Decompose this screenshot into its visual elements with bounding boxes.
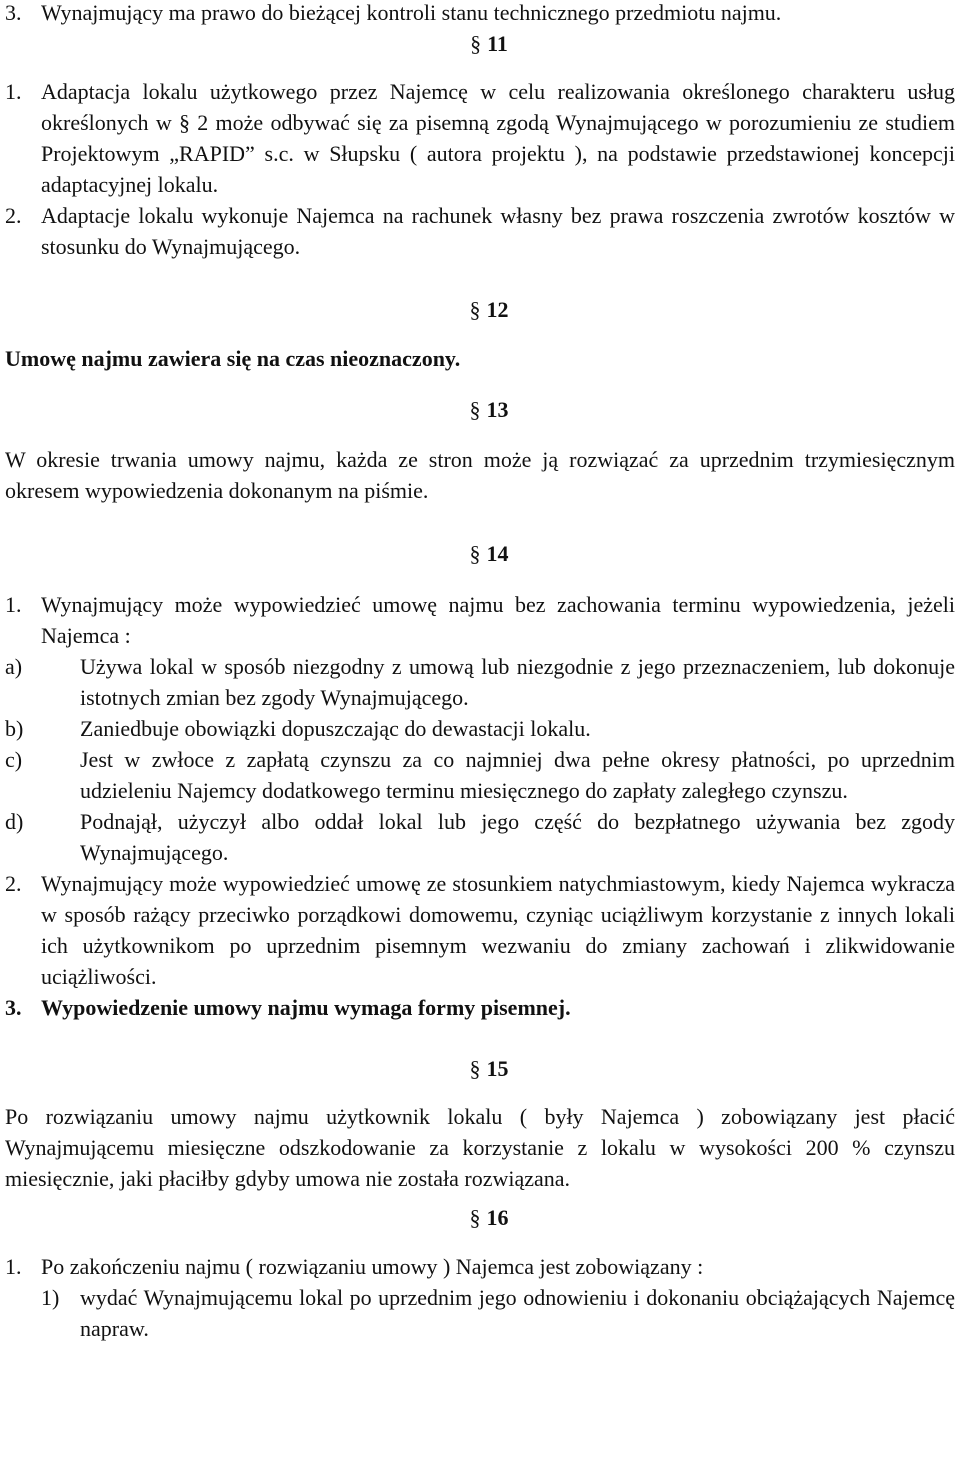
item-text: Wynajmujący może wypowiedzieć umowę najmu bez zachowania terminu wypowiedzenia, jeżeli Najemca : — [41, 592, 955, 648]
s14-sub-c — [5, 744, 955, 806]
item-text: Adaptacje lokalu wykonuje Najemca na rachunek własny bez prawa roszczenia zwrotów kosztów w stosunku do Wynajmującego. — [41, 203, 955, 259]
section-12-heading — [5, 294, 955, 325]
s14-sub-d — [5, 806, 955, 868]
s14-item-3 — [5, 992, 955, 1023]
s14-item-1 — [5, 589, 955, 651]
s11-item-2 — [5, 200, 955, 262]
sub-text: wydać Wynajmującemu lokal po uprzednim jego odnowieniu i dokonaniu obciążających Najemcę napraw. — [80, 1285, 955, 1341]
section-symbol: § — [469, 1205, 481, 1230]
section-number: 11 — [487, 31, 508, 56]
section-14-heading — [5, 538, 955, 569]
item-text: Wynajmujący może wypowiedzieć umowę ze stosunkiem natychmiastowym, kiedy Najemca wykracza w sposób rażący przeciwko porządkowi domowemu, czyniąc uciążliwym korzystanie z innych lokali ich użytkownikom po uprzednim pisemnym wezwaniu do zmiany zachowań i zlikwidowanie uciążliwości. — [41, 871, 955, 989]
item-number: 2. — [5, 871, 22, 896]
section-symbol: § — [469, 1056, 481, 1081]
sub-number: 1) — [41, 1285, 60, 1310]
item-text: Wypowiedzenie umowy najmu wymaga formy pisemnej. — [41, 995, 571, 1020]
section-symbol: § — [469, 397, 481, 422]
s12-text: Umowę najmu zawiera się na czas nieoznaczony. — [5, 346, 461, 371]
s16-sub-1 — [5, 1282, 955, 1344]
item-text: Wynajmujący ma prawo do bieżącej kontroli stanu technicznego przedmiotu najmu. — [41, 0, 782, 25]
section-number: 15 — [486, 1056, 509, 1081]
sub-number: b) — [5, 716, 24, 741]
section-number: 12 — [486, 297, 509, 322]
sub-number: a) — [5, 654, 23, 679]
s14-item-2 — [5, 868, 955, 992]
document-page — [5, 0, 955, 1344]
sub-text: Jest w zwłoce z zapłatą czynszu za co najmniej dwa pełne okresy płatności, po uprzednim udzieleniu Najemcy dodatkowego terminu miesięcznego do zapłaty zaległego czynszu. — [80, 747, 955, 803]
section-13-heading — [5, 394, 955, 425]
sub-text: Używa lokal w sposób niezgodny z umową lub niezgodnie z jego przeznaczeniem, lub dokonuje istotnych zmian bez zgody Wynajmującego. — [80, 654, 955, 710]
item-number: 1. — [5, 79, 22, 104]
item-text: Po zakończeniu najmu ( rozwiązaniu umowy ) Najemca jest zobowiązany : — [41, 1254, 704, 1279]
section-symbol: § — [469, 541, 481, 566]
item-number: 1. — [5, 592, 22, 617]
s15-text: Po rozwiązaniu umowy najmu użytkownik lokalu ( były Najemca ) zobowiązany jest płacić Wynajmującemu miesięczne odszkodowanie za korzystanie z lokalu w wysokości 200 % czynszu miesięcznie, jaki płaciłby gdyby umowa nie została rozwiązana. — [5, 1104, 955, 1191]
s11-item-1 — [5, 76, 955, 200]
item-number: 3. — [5, 995, 22, 1020]
section-11-heading — [5, 28, 955, 59]
sub-text: Podnajął, użyczył albo oddał lokal lub jego część do bezpłatnego używania bez zgody Wynajmującego. — [80, 809, 955, 865]
section-symbol: § — [470, 31, 482, 56]
section-number: 13 — [486, 397, 509, 422]
s16-item-1 — [5, 1251, 955, 1282]
item-number: 2. — [5, 203, 22, 228]
s13-text: W okresie trwania umowy najmu, każda ze stron może ją rozwiązać za uprzednim trzymiesięcznym okresem wypowiedzenia dokonanym na piśmie. — [5, 447, 955, 503]
section-symbol: § — [469, 297, 481, 322]
sub-number: c) — [5, 747, 23, 772]
item-text: Adaptacja lokalu użytkowego przez Najemcę w celu realizowania określonego charakteru usług określonych w § 2 może odbywać się za pisemną zgodą Wynajmującego w porozumieniu ze studiem Projektowym „RAPID” s.c. w Słupsku ( autora projektu ), na podstawie przedstawionej koncepcji adaptacyjnej lokalu. — [41, 79, 955, 197]
section-15-heading — [5, 1053, 955, 1084]
section-16-heading — [5, 1202, 955, 1233]
s10-item-3 — [5, 0, 955, 28]
sub-text: Zaniedbuje obowiązki dopuszczając do dewastacji lokalu. — [80, 716, 591, 741]
s14-sub-b — [5, 713, 955, 744]
sub-number: d) — [5, 809, 24, 834]
section-number: 14 — [486, 541, 509, 566]
item-number: 1. — [5, 1254, 22, 1279]
s14-sub-a — [5, 651, 955, 713]
section-number: 16 — [486, 1205, 509, 1230]
item-number: 3. — [5, 0, 22, 25]
